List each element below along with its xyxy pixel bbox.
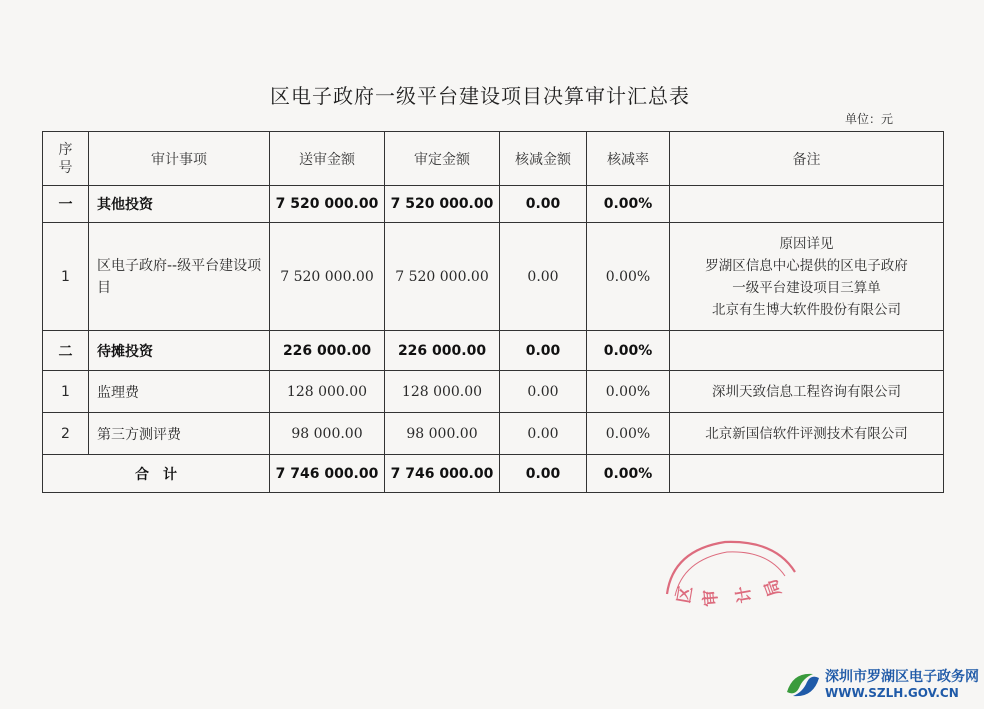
total-reduction: 0.00 [500,455,587,493]
header-reduction: 核减金额 [500,132,587,186]
row-submitted: 7 520 000.00 [270,186,385,223]
row-rate: 0.00% [587,413,670,455]
row-rate: 0.00% [587,186,670,223]
table-row [43,371,944,413]
remark-line: 原因详见 [779,235,834,252]
row-item: 其他投资 [89,186,270,223]
row-approved: 98 000.00 [385,413,500,455]
row-item: 第三方测评费 [89,413,270,455]
row-reduction: 0.00 [500,186,587,223]
table-row [43,413,944,455]
row-submitted: 226 000.00 [270,331,385,371]
total-label: 合 计 [43,455,270,493]
document-title: 区电子政府一级平台建设项目决算审计汇总表 [270,84,690,108]
remark-line: 北京有生博大软件股份有限公司 [712,301,901,318]
row-rate: 0.00% [587,331,670,371]
table-header-row [43,132,944,186]
row-seq: 2 [43,413,89,455]
remark-line: 一级平台建设项目三算单 [732,279,881,296]
row-item: 待摊投资 [89,331,270,371]
row-rate: 0.00% [587,371,670,413]
header-submitted: 送审金额 [270,132,385,186]
row-remark [670,331,944,371]
svg-text:区: 区 [674,584,697,605]
row-item: 区电子政府--级平台建设项目 [89,223,270,331]
header-approved: 审定金额 [385,132,500,186]
row-submitted: 7 520 000.00 [270,223,385,331]
svg-text:局: 局 [761,576,786,600]
total-row [43,455,944,493]
row-remark [670,186,944,223]
row-approved: 226 000.00 [385,331,500,371]
row-reduction: 0.00 [500,223,587,331]
row-seq: 二 [43,331,89,371]
table-row [43,223,944,331]
row-reduction: 0.00 [500,413,587,455]
svg-text:计: 计 [733,584,756,605]
row-reduction: 0.00 [500,331,587,371]
header-item: 审计事项 [89,132,270,186]
svg-text:审: 审 [700,588,722,608]
header-rate: 核减率 [587,132,670,186]
table-row [43,186,944,223]
row-remark [670,223,944,331]
row-submitted: 98 000.00 [270,413,385,455]
row-approved: 7 520 000.00 [385,186,500,223]
total-submitted: 7 746 000.00 [270,455,385,493]
row-approved: 128 000.00 [385,371,500,413]
audit-summary-table [42,131,944,493]
site-watermark [783,664,983,706]
site-url: WWW.SZLH.GOV.CN [825,686,959,700]
table-row [43,331,944,371]
row-remark: 深圳天致信息工程咨询有限公司 [670,371,944,413]
header-remark: 备注 [670,132,944,186]
header-seq [43,132,89,186]
row-rate: 0.00% [587,223,670,331]
row-submitted: 128 000.00 [270,371,385,413]
row-item: 监理费 [89,371,270,413]
row-seq: 1 [43,371,89,413]
row-approved: 7 520 000.00 [385,223,500,331]
unit-label: 单位：元 [845,112,894,126]
row-seq: 一 [43,186,89,223]
row-reduction: 0.00 [500,371,587,413]
remark-line: 罗湖区信息中心提供的区电子政府 [705,257,908,274]
row-remark: 北京新国信软件评测技术有限公司 [670,413,944,455]
total-approved: 7 746 000.00 [385,455,500,493]
header-seq-label: 序号 [58,141,73,176]
site-logo-icon [783,666,823,704]
row-seq: 1 [43,223,89,331]
total-rate: 0.00% [587,455,670,493]
official-seal-stamp [655,532,805,632]
total-remark [670,455,944,493]
site-name: 深圳市罗湖区电子政务网 [825,669,979,685]
